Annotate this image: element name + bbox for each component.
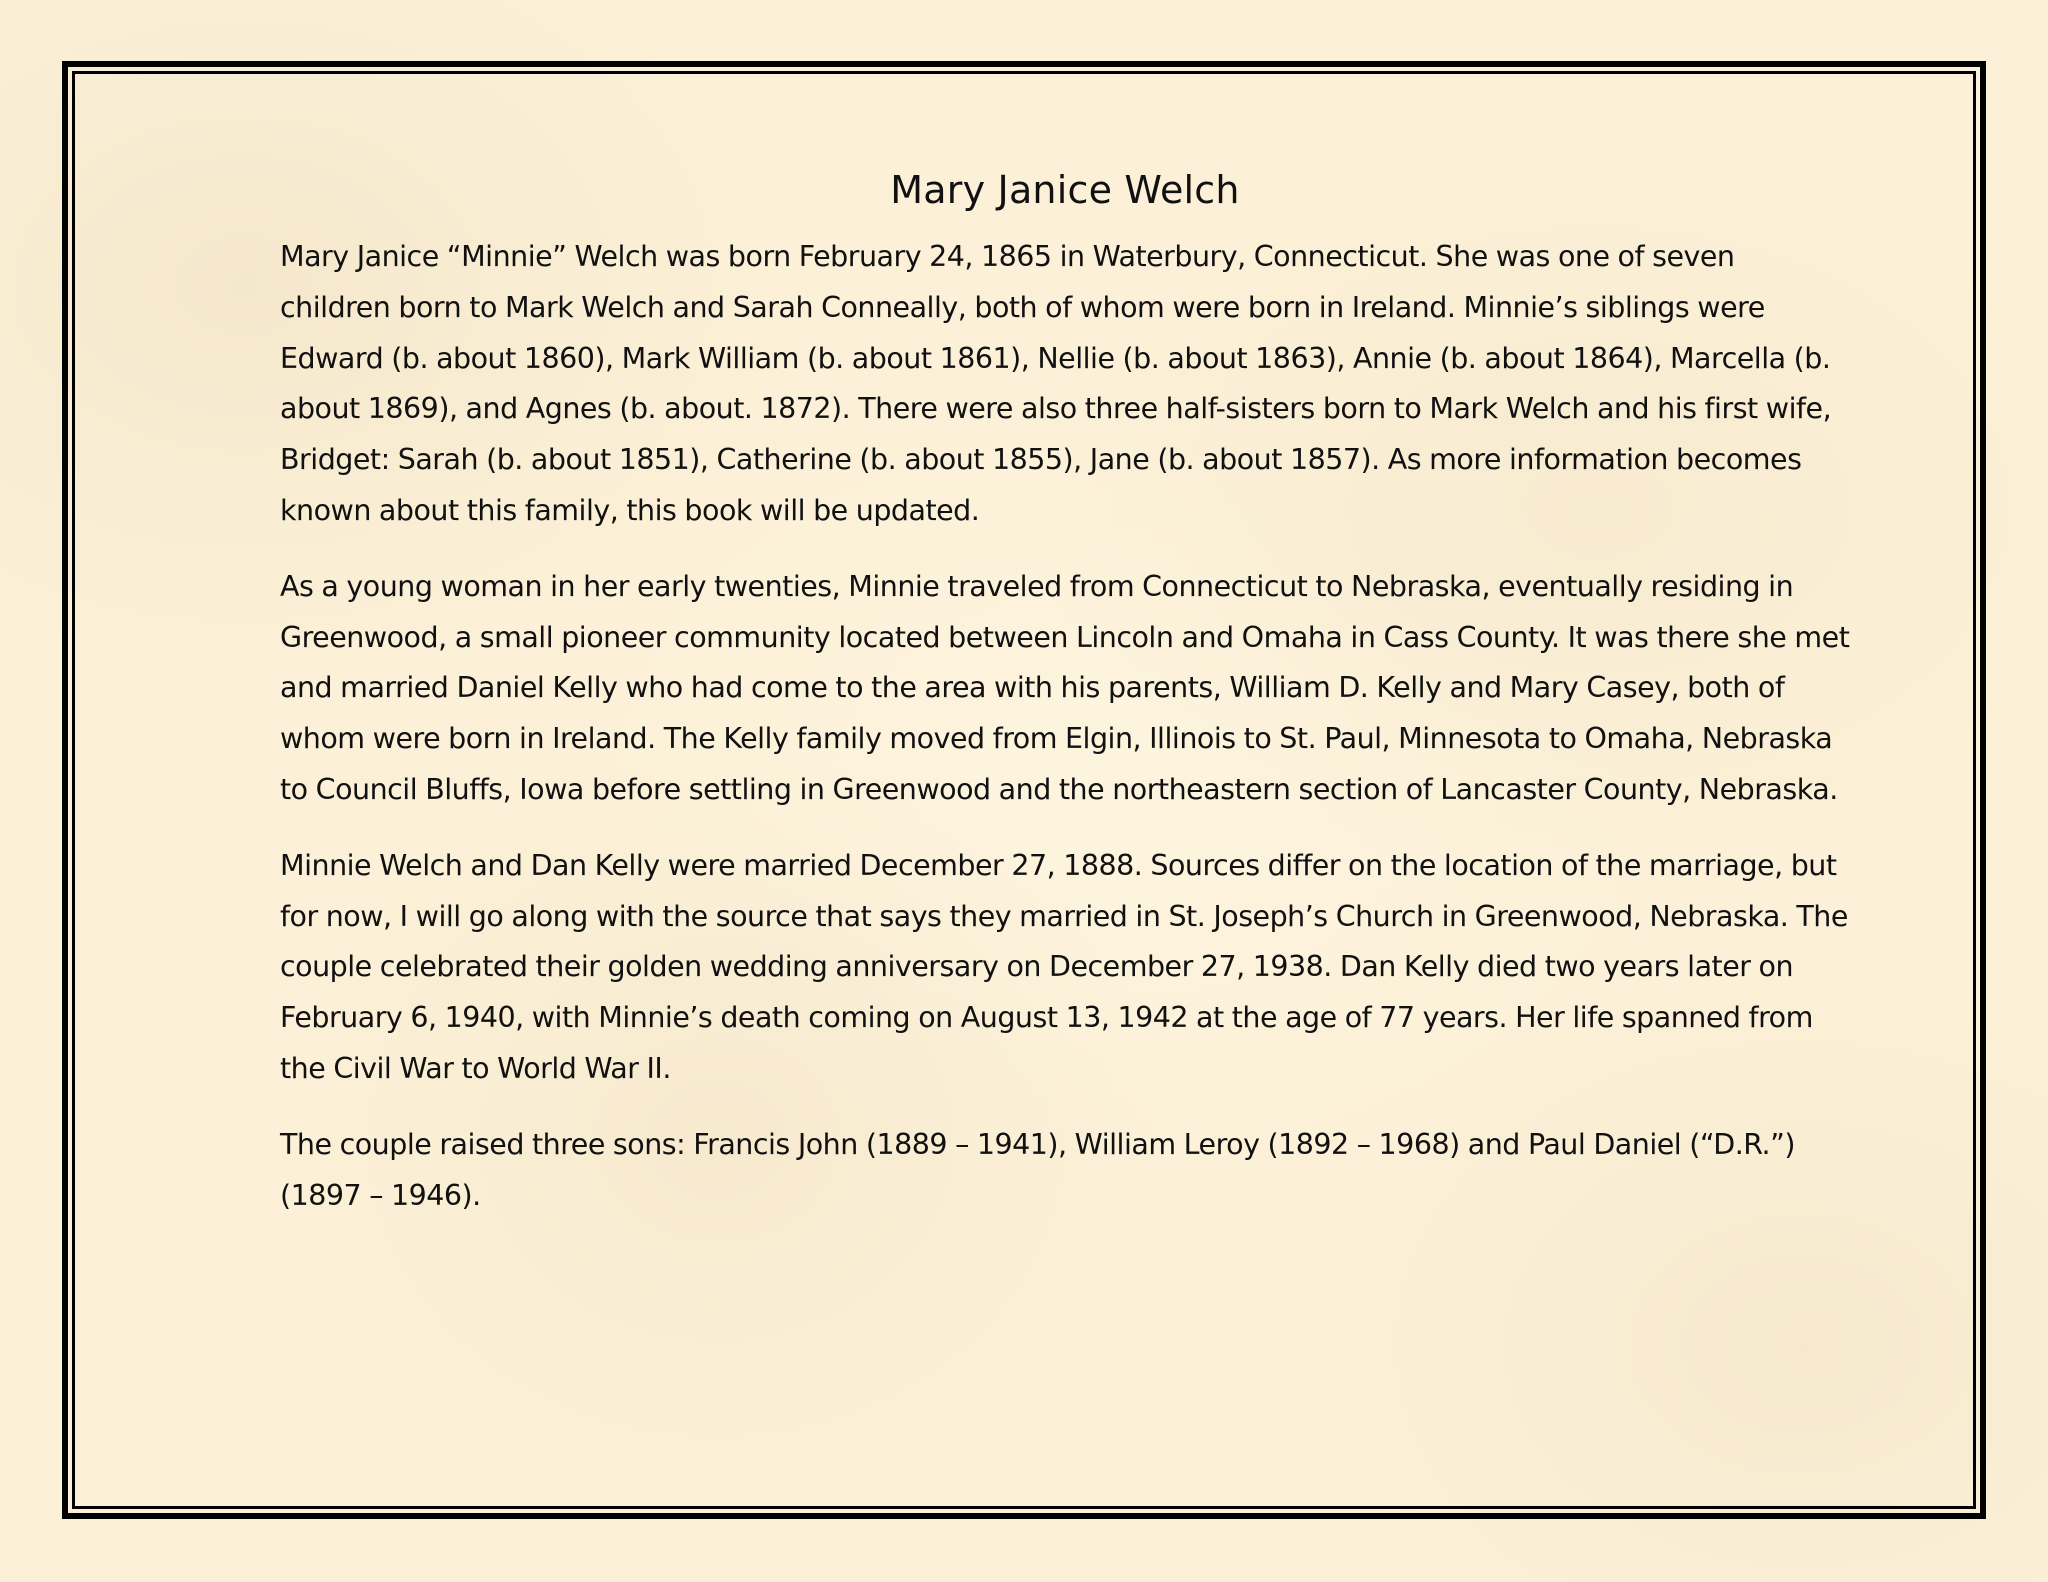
document-body <box>280 168 1850 1246</box>
paragraph-marriage: Minnie Welch and Dan Kelly were married December 27, 1888. Sources differ on the location of the marriage, but for now, I will go along with the source that says they married in St. Joseph’s Church in Greenwood, Nebraska. The couple celebrated their golden wedding anniversary on December 27, 1938. Dan Kelly died two years later on February 6, 1940, with Minnie’s death coming on August 13, 1942 at the age of 77 years. Her life spanned from the Civil War to World War II. <box>280 848 1848 1085</box>
paragraph-children: The couple raised three sons: Francis John (1889 – 1941), William Leroy (1892 – 1968) and Paul Daniel (“D.R.”) (1897 – 1946). <box>280 1127 1795 1212</box>
page-title: Mary Janice Welch <box>890 168 1240 212</box>
paragraph-family-background: Mary Janice “Minnie” Welch was born February 24, 1865 in Waterbury, Connecticut. She was one of seven children born to Mark Welch and Sarah Conneally, both of whom were born in Ireland. Minnie’s siblings were Edward (b. about 1860), Mark William (b. about 1861), Nellie (b. about 1863), Annie (b. about 1864), Marcella (b. about 1869), and Agnes (b. about. 1872). There were also three half-sisters born to Mark Welch and his first wife, Bridget: Sarah (b. about 1851), Catherine (b. about 1855), Jane (b. about 1857). As more information becomes known about this family, this book will be updated. <box>280 240 1832 527</box>
paragraph-nebraska: As a young woman in her early twenties, Minnie traveled from Connecticut to Nebraska, eventually residing in Greenwood, a small pioneer community located between Lincoln and Omaha in Cass County. It was there she met and married Daniel Kelly who had come to the area with his parents, William D. Kelly and Mary Casey, both of whom were born in Ireland. The Kelly family moved from Elgin, Illinois to St. Paul, Minnesota to Omaha, Nebraska to Council Bluffs, Iowa before settling in Greenwood and the northeastern section of Lancaster County, Nebraska. <box>280 569 1850 806</box>
